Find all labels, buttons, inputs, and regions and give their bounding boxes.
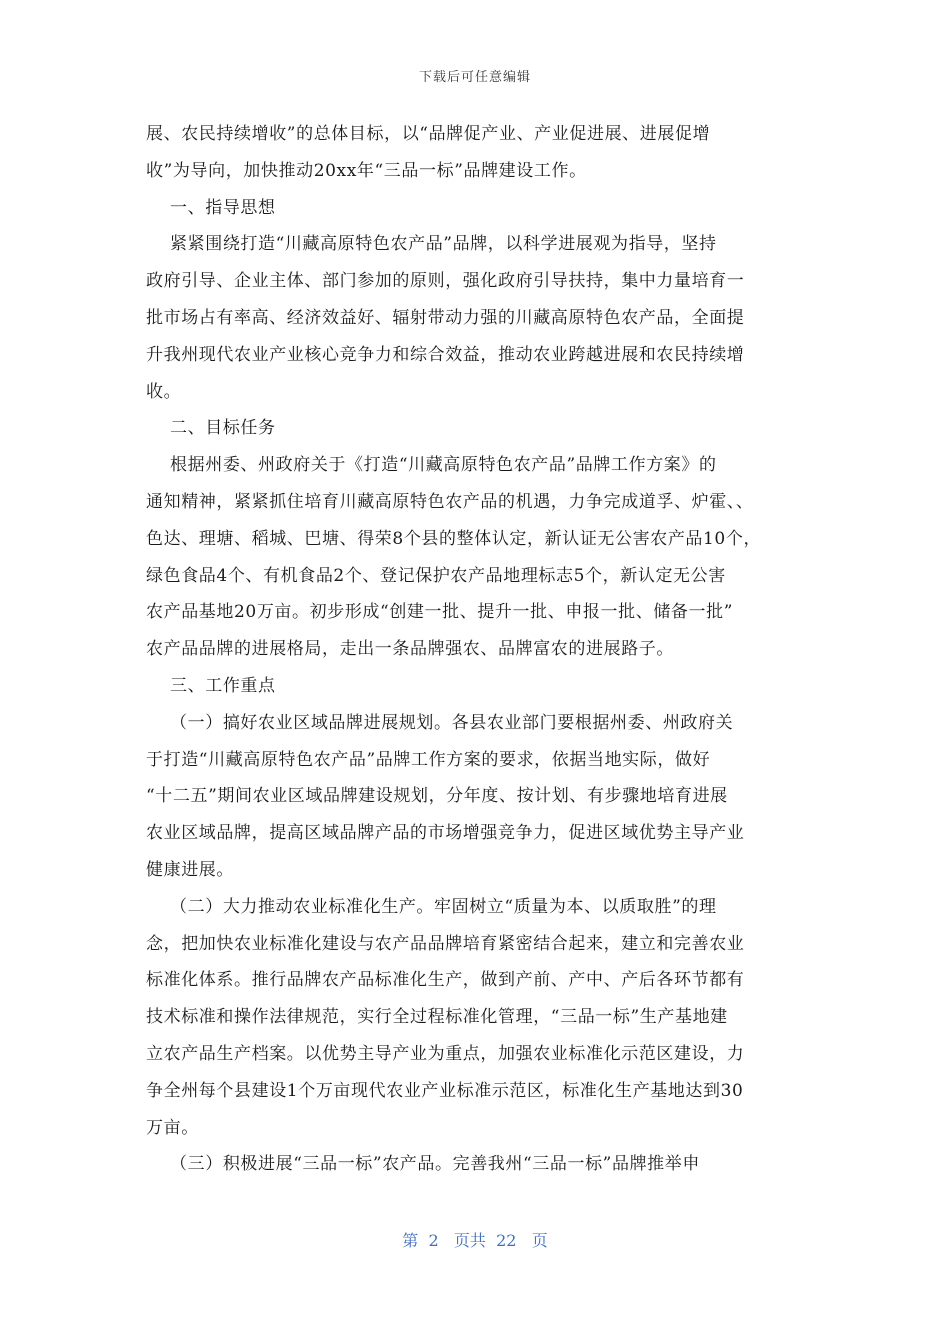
section-heading-work-focus: 三、工作重点 [146, 675, 276, 696]
page-number-footer: 第 2 页共 22 页 [402, 1231, 548, 1250]
section-heading-guiding-ideology: 一、指导思想 [146, 197, 276, 218]
paragraph-work-focus-2: （二）大力推动农业标准化生产。牢固树立“质量为本、以质取胜”的理 念，把加快农业标准化建设与农产品品牌培育紧密结合起来，建立和完善农业 标准化体系。推行品牌农产品标准化生产，做到产前、产中、产后各环节都有 技术标准和操作法律规范，实行全过程标准化管理，“三品一标”生产基地建 立农产品生产档案。以优势主导产业为重点，加强农业标准化示范区建设，力 争全州每个县建设1个万亩现代农业产业标准示范区，标准化生产基地达到30 万亩。 [146, 896, 745, 1138]
paragraph-guiding-ideology: 紧紧围绕打造“川藏高原特色农产品”品牌，以科学进展观为指导，坚持 政府引导、企业主体、部门参加的原则，强化政府引导扶持，集中力量培育一 批市场占有率高、经济效益好、辐射带动力强的川藏高原特色农产品，全面提 升我州现代农业产业核心竞争力和综合效益，推动农业跨越进展和农民持续增 收。 [146, 234, 745, 402]
header-note: 下载后可任意编辑 [418, 70, 531, 85]
paragraph-goals-tasks: 根据州委、州政府关于《打造“川藏高原特色农产品”品牌工作方案》的 通知精神，紧紧抓住培育川藏高原特色农产品的机遇，力争完成道孚、炉霍、、 色达、理塘、稻城、巴塘、得荣8个县的整体认定，新认证无公害农产品10个， 绿色食品4个、有机食品2个、登记保护农产品地理标志5个，新认定无公害 农产品基地20万亩。初步形成“创建一批、提升一批、申报一批、储备一批” 农产品品牌的进展格局，走出一条品牌强农、品牌富农的进展路子。 [146, 455, 762, 660]
paragraph-intro-continuation: 展、农民持续增收”的总体目标，以“品牌促产业、产业促进展、进展促增 收”为导向，加快推动20xx年“三品一标”品牌建设工作。 [146, 124, 711, 181]
paragraph-work-focus-3: （三）积极进展“三品一标”农产品。完善我州“三品一标”品牌推举申 [146, 1154, 700, 1175]
section-heading-goals-tasks: 二、目标任务 [146, 418, 276, 439]
paragraph-work-focus-1: （一）搞好农业区域品牌进展规划。各县农业部门要根据州委、州政府关 于打造“川藏高原特色农产品”品牌工作方案的要求，依据当地实际，做好 “十二五”期间农业区域品牌建设规划，分年度、按计划、有步骤地培育进展 农业区域品牌，提高区域品牌产品的市场增强竞争力，促进区域优势主导产业 健康进展。 [146, 712, 745, 880]
document-body [146, 116, 806, 1183]
